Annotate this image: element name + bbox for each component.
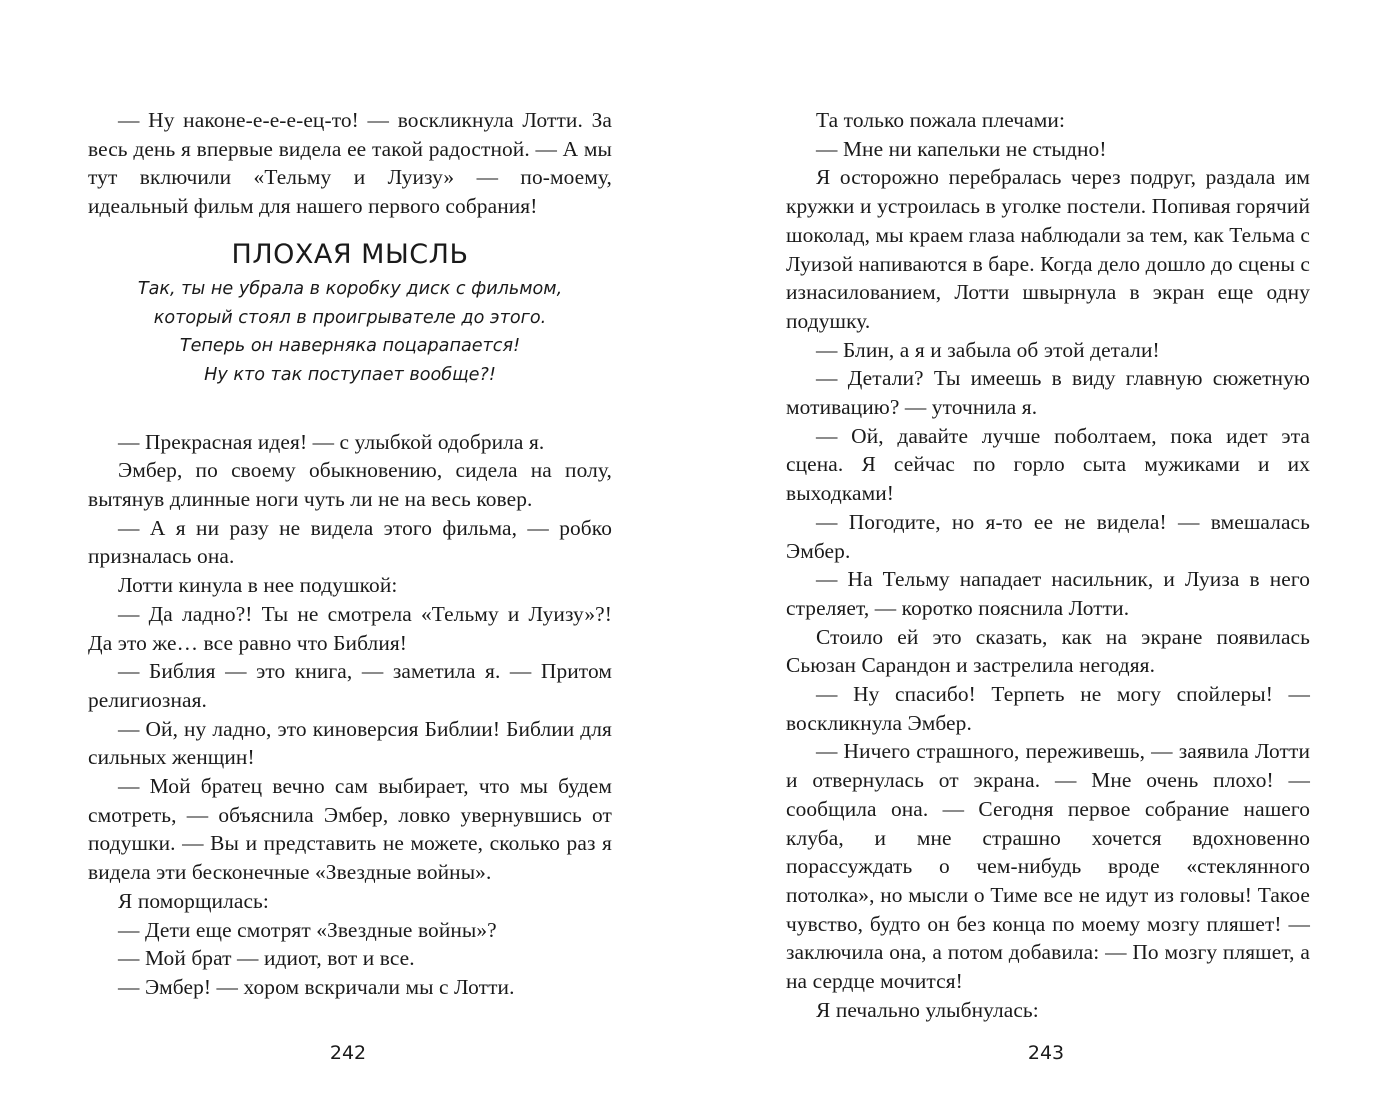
paragraph: — Мне ни капельки не стыдно! [816, 136, 1107, 161]
paragraph: — Дети еще смотрят «Звездные войны»? [118, 917, 497, 942]
paragraph: — Мой братец вечно сам выбирает, что мы будем смотреть, — объяснила Эмбер, ловко увернувшись от подушки. — Вы и представить не можете, сколько раз я видела эти бесконечные «Звездные войны». [88, 774, 612, 885]
box-line: Теперь он наверняка поцарапается! [179, 336, 521, 357]
paragraph: Эмбер, по своему обыкновению, сидела на полу, вытянув длинные ноги чуть ли не на весь ковер. [88, 458, 612, 512]
paragraph: Стоило ей это сказать, как на экране появилась Сьюзан Сарандон и застрелила негодяя. [786, 624, 1310, 678]
paragraph: Я печально улыбнулась: [816, 997, 1039, 1022]
page-number-right: 243 [1027, 1042, 1065, 1064]
box-line: Так, ты не убрала в коробку диск с фильмом, [137, 278, 563, 299]
bad-thought-box [88, 237, 612, 390]
paragraph: — Погодите, но я-то ее не видела! — вмешалась Эмбер. [786, 509, 1310, 563]
paragraph: Та только пожала плечами: [816, 108, 1065, 132]
paragraph: — Ой, давайте лучше поболтаем, пока идет эта сцена. Я сейчас по горло сыта мужиками и их выходками! [786, 423, 1310, 506]
page-number-left: 242 [329, 1042, 367, 1064]
paragraph: — А я ни разу не видела этого фильма, — робко призналась она. [88, 515, 612, 569]
paragraph: — На Тельму нападает насильник, и Луиза в него стреляет, — коротко пояснила Лотти. [786, 567, 1310, 620]
paragraph: — Ничего страшного, переживешь, — заявила Лотти и отвернулась от экрана. — Мне очень плохо! — сообщила она. — Сегодня первое собрание нашего клуба, и мне страшно хочется вдохновенно порассуждать о чем-нибудь вроде «стеклянного потолка», но мысли о Тиме все не идут из головы! Такое чувство, будто он без конца по моему мозгу пляшет! — заключила она, а потом добавила: — По мозгу пляшет, а на сердце мочится! [786, 739, 1310, 994]
paragraph: — Ой, ну ладно, это киноверсия Библии! Библии для сильных женщин! [88, 716, 612, 770]
paragraph: — Да ладно?! Ты не смотрела «Тельму и Луизу»?! Да это же… все равно что Библия! [88, 601, 612, 655]
paragraph: — Ну наконе-е-е-е-ец-то! — воскликнула Лотти. За весь день я впервые видела ее такой радостной. — А мы тут включили «Тельму и Луизу» — по-моему, идеальный фильм для нашего первого собрания! [88, 108, 612, 219]
box-line: который стоял в проигрывателе до этого. [153, 307, 547, 328]
paragraph: — Детали? Ты имеешь в виду главную сюжетную мотивацию? — уточнила я. [786, 366, 1310, 420]
paragraph: — Ну спасибо! Терпеть не могу спойлеры! — воскликнула Эмбер. [786, 682, 1310, 735]
box-line: Ну кто так поступает вообще?! [204, 364, 496, 385]
paragraph: Я поморщилась: [118, 888, 269, 913]
paragraph: — Блин, а я и забыла об этой детали! [816, 337, 1160, 362]
paragraph: — Библия — это книга, — заметила я. — Притом религиозная. [88, 659, 612, 712]
paragraph: — Мой брат — идиот, вот и все. [118, 946, 415, 971]
paragraph: Я осторожно перебралась через подруг, раздала им кружки и устроилась в уголке постели. Попивая горячий шоколад, мы краем глаза наблюдали за тем, как Тельма с Луизой напиваются в баре. Когда дело дошло до сцены с изнасилованием, Лотти швырнула в экран еще одну подушку. [786, 165, 1311, 333]
paragraph: — Эмбер! — хором вскричали мы с Лотти. [118, 974, 515, 999]
left-page [88, 106, 612, 1002]
paragraph: — Прекрасная идея! — с улыбкой одобрила я. [118, 429, 545, 454]
paragraph: Лотти кинула в нее подушкой: [118, 573, 398, 598]
box-title: ПЛОХАЯ МЫСЛЬ [231, 238, 469, 270]
right-page [786, 106, 1310, 1025]
